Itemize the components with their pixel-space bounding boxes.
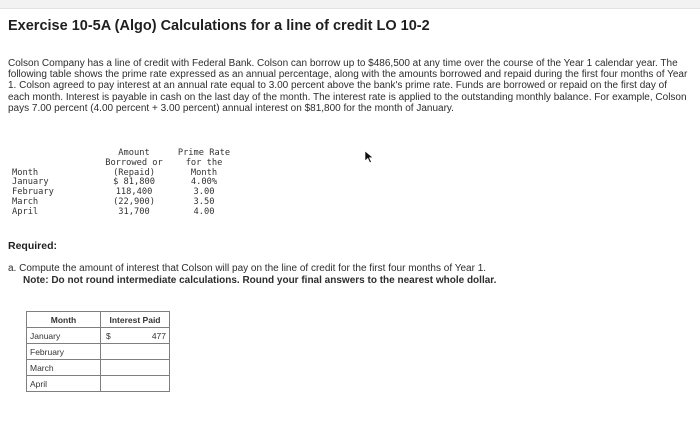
exercise-title: Exercise 10-5A (Algo) Calculations for a line of credit LO 10-2 — [8, 18, 430, 34]
interest-input-january[interactable] — [101, 328, 170, 344]
problem-statement: Colson Company has a line of credit with Federal Bank. Colson can borrow up to $486,500 at any time over the course of the Year 1 calendar year. The following table shows the prime rate expressed as an annual percentage, along with the amounts borrowed and repaid during the first four months of Year 1. Colson agreed to pay interest at an annual rate equal to 3.00 percent above the bank's prime rate. Funds are borrowed or repaid on the first day of each month. Interest is payable in cash on the last day of the month. The interest rate is applied to the outstanding monthly balance. For example, Colson pays 7.00 percent (4.00 percent + 3.00 percent) annual interest on $81,800 for the month of January. — [8, 58, 688, 114]
data-amount: 118,400 — [115, 187, 153, 198]
interest-input-february[interactable] — [101, 344, 170, 360]
data-amount: $ 81,800 — [113, 177, 155, 188]
given-data-table — [12, 149, 236, 218]
answer-month-label: April — [27, 376, 101, 392]
answer-month-label: January — [27, 328, 101, 344]
answer-header-row — [27, 312, 170, 328]
answer-month-label: March — [27, 360, 101, 376]
interest-input-april[interactable] — [101, 376, 170, 392]
data-month: March — [12, 196, 39, 207]
month-header: Month — [12, 167, 39, 178]
data-rate: 4.00 — [193, 206, 215, 217]
data-month: February — [12, 187, 54, 198]
top-border — [0, 0, 700, 9]
answer-row-february — [27, 344, 170, 360]
required-heading: Required: — [8, 240, 58, 252]
rate-header-line-1: Prime Rate — [177, 148, 231, 158]
data-month: April — [12, 206, 39, 217]
rate-header-line-2: for the — [185, 157, 223, 168]
data-rate: 3.50 — [193, 196, 215, 207]
data-amount: (22,900) — [113, 196, 155, 207]
interest-input-march[interactable] — [101, 360, 170, 376]
answer-month-header: Month — [27, 312, 101, 328]
data-month: January — [12, 177, 49, 188]
question-text: a. Compute the amount of interest that Colson will pay on the line of credit for the first four months of Year 1. — [8, 263, 487, 274]
mouse-cursor-icon — [364, 150, 376, 164]
rounding-note: Note: Do not round intermediate calculations. Round your final answers to the nearest whole dollar. — [23, 275, 497, 286]
interest-answer-table — [26, 311, 170, 392]
data-amount: 31,700 — [118, 206, 150, 217]
currency-symbol: $ — [106, 330, 111, 341]
data-row-april — [12, 208, 236, 218]
amount-header-line-3: (Repaid) — [113, 167, 155, 178]
answer-month-label: February — [27, 344, 101, 360]
amount-header-line-2: Borrowed or — [105, 157, 163, 168]
data-rate: 3.00 — [193, 187, 215, 198]
rate-header-line-3: Month — [190, 167, 218, 178]
answer-interest-header: Interest Paid — [101, 312, 170, 328]
amount-header-line-1: Amount — [118, 148, 150, 158]
interest-value: 477 — [151, 330, 166, 341]
answer-row-january — [27, 328, 170, 344]
data-rate: 4.00% — [190, 177, 218, 188]
answer-row-april — [27, 376, 170, 392]
answer-row-march — [27, 360, 170, 376]
question-a — [8, 263, 688, 287]
